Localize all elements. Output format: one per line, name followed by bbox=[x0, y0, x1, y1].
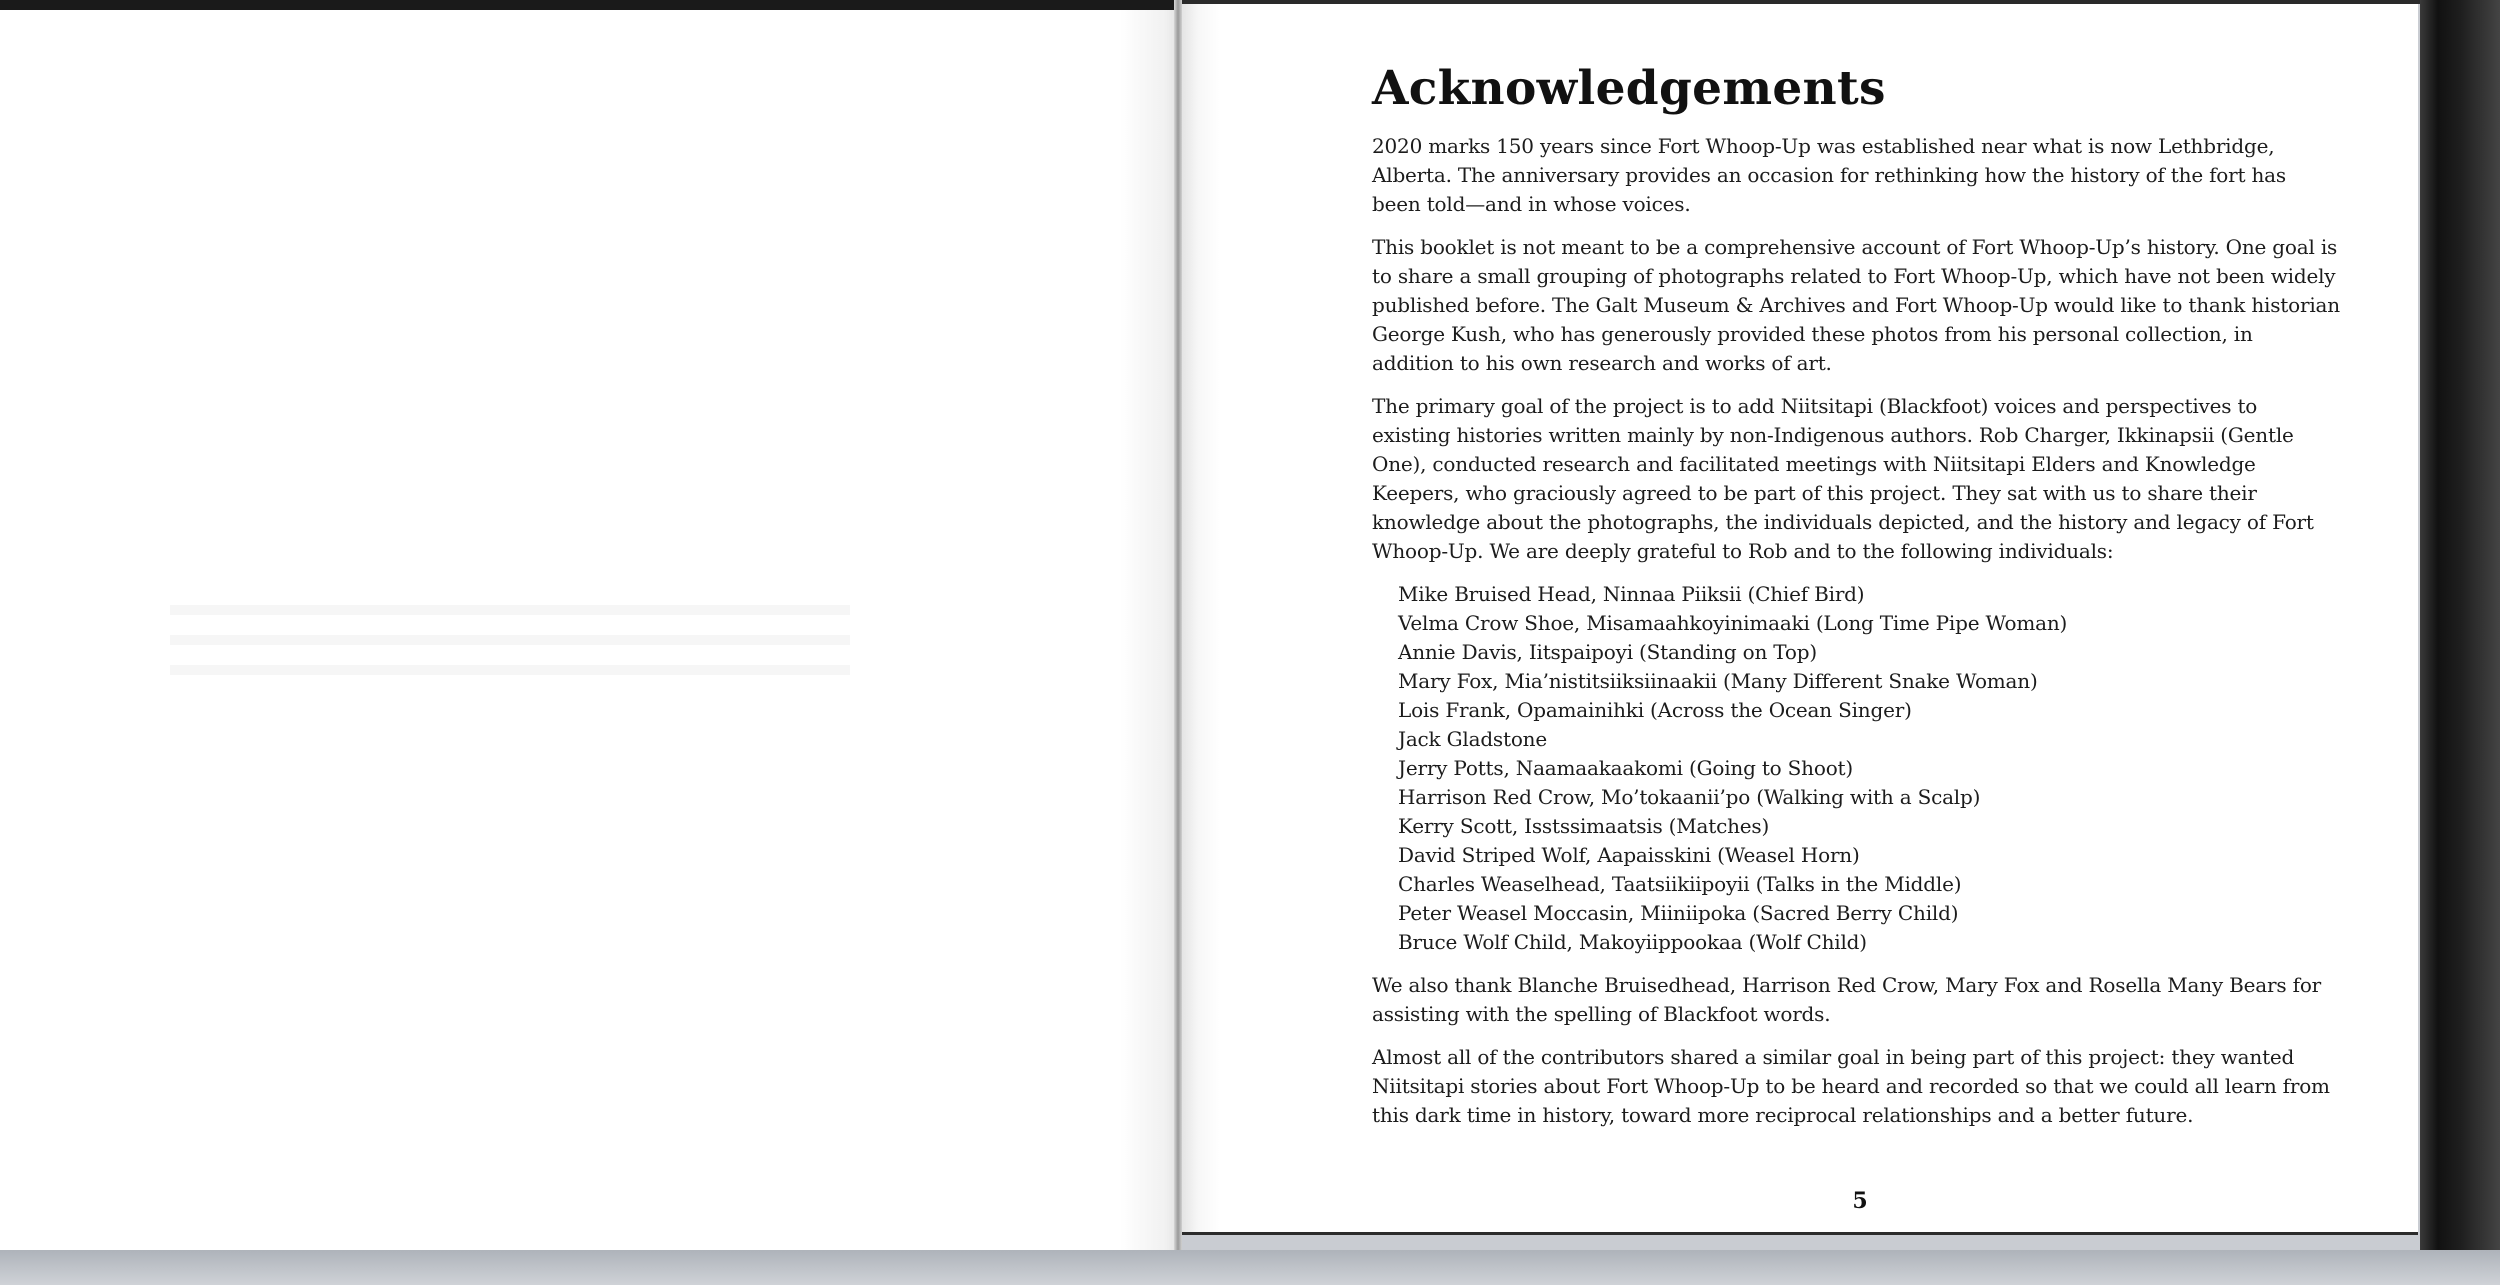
list-item: Peter Weasel Moccasin, Miiniipoka (Sacred Berry Child) bbox=[1398, 901, 1959, 926]
book-gutter bbox=[1174, 0, 1182, 1250]
list-item: Harrison Red Crow, Mo’tokaanii’po (Walking with a Scalp) bbox=[1398, 785, 1981, 810]
page-number: 5 bbox=[1852, 1188, 1868, 1214]
list-item: Annie Davis, Iitspaipoyi (Standing on Top) bbox=[1398, 640, 1817, 665]
list-item: Mike Bruised Head, Ninnaa Piiksii (Chief Bird) bbox=[1398, 582, 1865, 607]
list-item: Charles Weaselhead, Taatsiikiipoyii (Talks in the Middle) bbox=[1398, 872, 1962, 897]
paragraph-booklet-purpose: This booklet is not meant to be a comprehensive account of Fort Whoop-Up’s history. One goal is to share a small grouping of photographs related to Fort Whoop-Up, which have not been widely published before. The Galt Museum & Archives and Fort Whoop-Up would like to thank historian George Kush, who has generously provided these photos from his personal collection, in addition to his own research and works of art. bbox=[1372, 235, 2340, 376]
paragraph-spelling-thanks: We also thank Blanche Bruisedhead, Harrison Red Crow, Mary Fox and Rosella Many Bears for assisting with the spelling of Blackfoot words. bbox=[1372, 973, 2322, 1027]
show-through-text bbox=[170, 605, 850, 695]
paragraph-anniversary: 2020 marks 150 years since Fort Whoop-Up was established near what is now Lethbridge, Alberta. The anniversary provides an occasion for rethinking how the history of the fort has been told—and in whose voices. bbox=[1372, 134, 2286, 217]
list-item: David Striped Wolf, Aapaisskini (Weasel Horn) bbox=[1398, 843, 1860, 868]
list-item: Jerry Potts, Naamaakaakomi (Going to Shoot) bbox=[1398, 756, 1853, 781]
list-item: Velma Crow Shoe, Misamaahkoyinimaaki (Long Time Pipe Woman) bbox=[1398, 611, 2068, 636]
list-item: Mary Fox, Mia’nistitsiiksiinaakii (Many Different Snake Woman) bbox=[1398, 669, 2038, 694]
paragraph-primary-goal: The primary goal of the project is to add Niitsitapi (Blackfoot) voices and perspectives to existing histories written mainly by non-Indigenous authors. Rob Charger, Ikkinapsii (Gentle One), conducted research and facilitated meetings with Niitsitapi Elders and Knowledge Keepers, who graciously agreed to be part of this project. They sat with us to share their knowledge about the photographs, the individuals depicted, and the history and legacy of Fort Whoop-Up. We are deeply grateful to Rob and to the following individuals: bbox=[1372, 394, 2314, 564]
left-page bbox=[0, 10, 1178, 1261]
list-item: Lois Frank, Opamainihki (Across the Ocean Singer) bbox=[1398, 698, 1912, 723]
page-title: Acknowledgements bbox=[1372, 61, 1886, 116]
contributors-list bbox=[1372, 580, 2340, 957]
paragraph-closing: Almost all of the contributors shared a similar goal in being part of this project: they wanted Niitsitapi stories about Fort Whoop-Up to be heard and recorded so that we could all learn from this dark time in history, toward more reciprocal relationships and a better future. bbox=[1372, 1045, 2330, 1128]
list-item: Jack Gladstone bbox=[1398, 727, 1547, 752]
book-cover-edge bbox=[2420, 0, 2500, 1285]
list-item: Bruce Wolf Child, Makoyiippookaa (Wolf Child) bbox=[1398, 930, 1867, 955]
scanner-bed bbox=[0, 1250, 2500, 1285]
acknowledgements-section bbox=[1372, 62, 2340, 1144]
list-item: Kerry Scott, Isstssimaatsis (Matches) bbox=[1398, 814, 1770, 839]
